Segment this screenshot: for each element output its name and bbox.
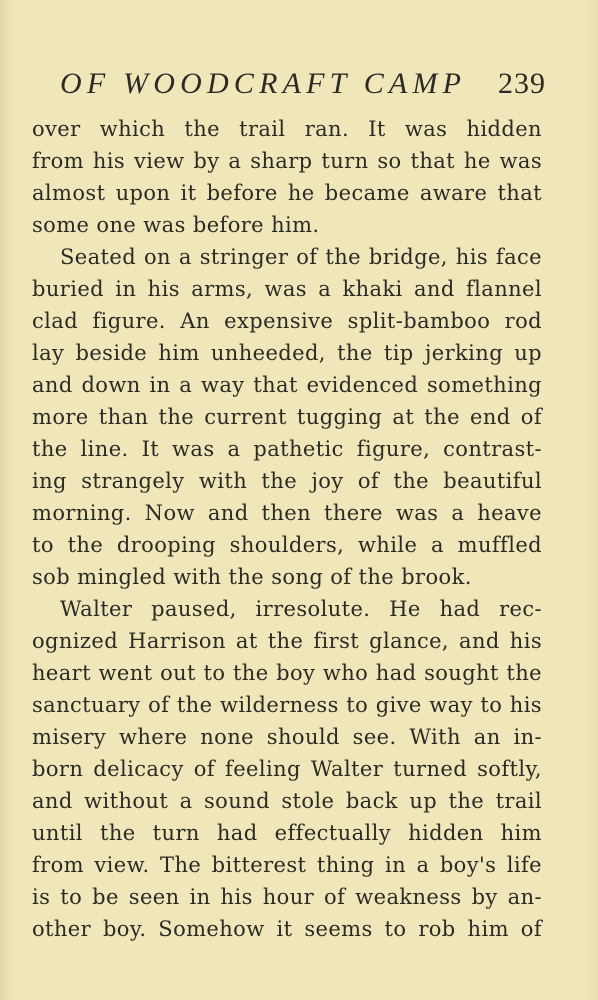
text-line: is to be seen in his hour of weakness by an- [32, 885, 542, 909]
text-line: and without a sound stole back up the trail [32, 789, 542, 813]
text-line: some one was before him. [32, 213, 320, 237]
page-number: 239 [498, 67, 546, 100]
page-header [60, 62, 546, 106]
text-line: almost upon it before he became aware that [32, 181, 542, 205]
text-line: other boy. Somehow it seems to rob him of [32, 917, 542, 941]
text-line: sanctuary of the wilderness to give way to his [32, 693, 542, 717]
text-line: heart went out to the boy who had sought the [32, 661, 542, 685]
text-line: over which the trail ran. It was hidden [32, 117, 542, 141]
running-head: OF WOODCRAFT CAMP [60, 67, 467, 100]
text-line: Seated on a stringer of the bridge, his face [60, 245, 542, 269]
text-line: ing strangely with the joy of the beautiful [32, 469, 542, 493]
text-line: from view. The bitterest thing in a boy's life [32, 853, 542, 877]
text-line: Walter paused, irresolute. He had rec- [60, 597, 542, 621]
text-line: born delicacy of feeling Walter turned softly, [32, 757, 542, 781]
text-line: clad figure. An expensive split-bamboo rod [32, 309, 542, 333]
text-line: from his view by a sharp turn so that he was [32, 149, 542, 173]
text-line: sob mingled with the song of the brook. [32, 565, 472, 589]
body-text [32, 113, 542, 945]
text-line: morning. Now and then there was a heave [32, 501, 542, 525]
text-line: the line. It was a pathetic figure, contrast- [32, 437, 542, 461]
text-line: lay beside him unheeded, the tip jerking up [32, 341, 542, 365]
text-line: buried in his arms, was a khaki and flannel [32, 277, 542, 301]
text-line: ognized Harrison at the first glance, and his [32, 629, 542, 653]
text-line: more than the current tugging at the end of [32, 405, 542, 429]
text-line: and down in a way that evidenced something [32, 373, 542, 397]
text-line: misery where none should see. With an in- [32, 725, 542, 749]
text-line: to the drooping shoulders, while a muffled [32, 533, 542, 557]
text-line: until the turn had effectually hidden him [32, 821, 542, 845]
